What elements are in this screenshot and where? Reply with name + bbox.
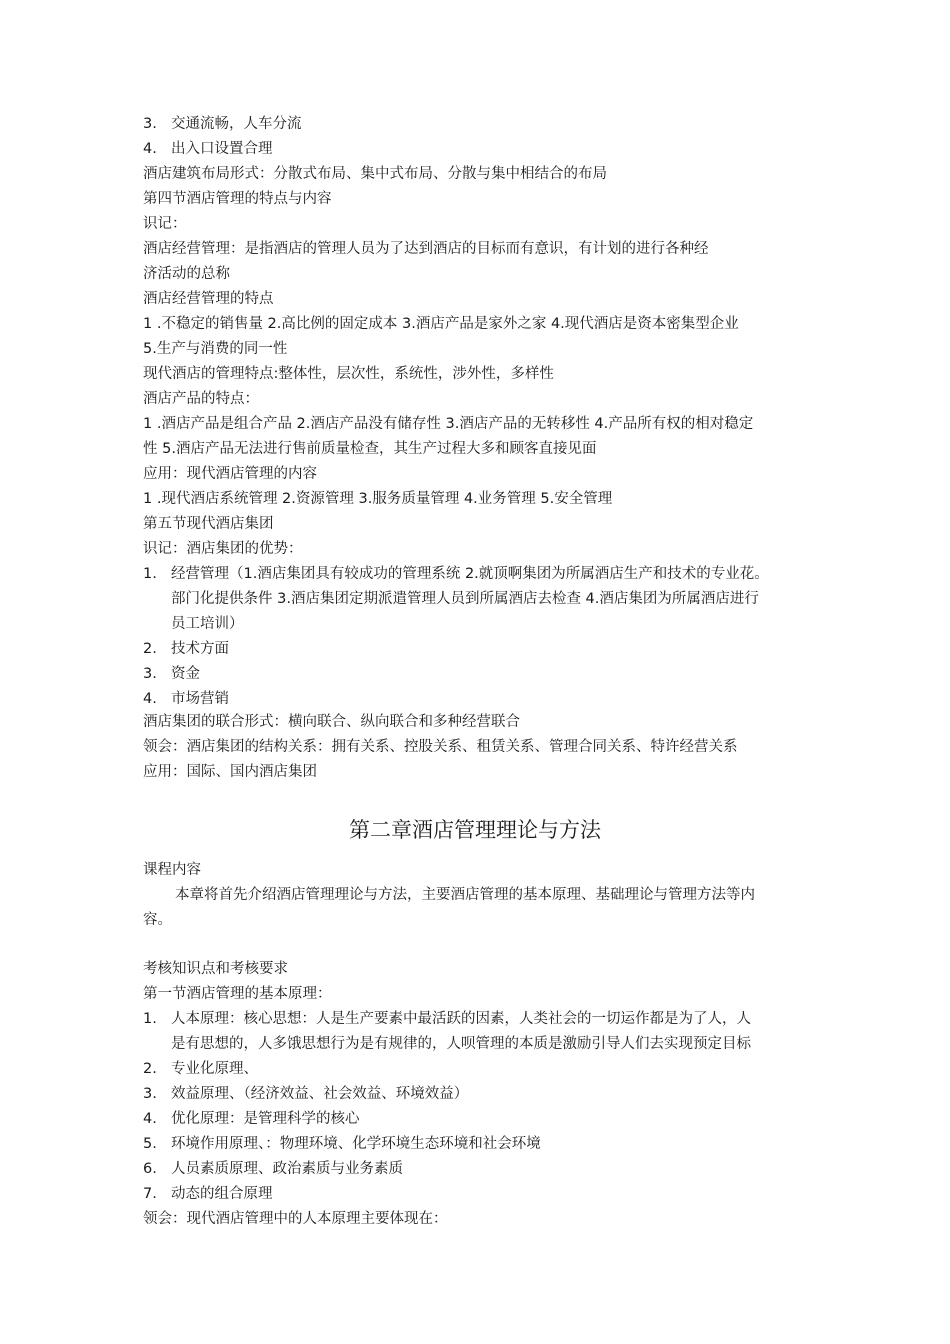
paragraph-structure: 领会：酒店集团的结构关系：拥有关系、控股关系、租赁关系、管理合同关系、特许经营关系 — [143, 739, 738, 755]
list-item: 交通流畅，人车分流 — [171, 116, 302, 132]
paragraph-product: 1 .酒店产品是组合产品 2.酒店产品没有储存性 3.酒店产品的无转移性 4.产品所有权的相对稳定 — [143, 416, 754, 432]
subheading-course-content: 课程内容 — [143, 862, 201, 878]
subheading-exam: 考核知识点和考核要求 — [143, 961, 288, 977]
list-number: 6. — [143, 1161, 157, 1177]
list-number: 2. — [143, 1061, 157, 1077]
paragraph-closing: 领会：现代酒店管理中的人本原理主要体现在： — [143, 1211, 448, 1227]
list-item: 技术方面 — [171, 641, 229, 657]
list-item: 资金 — [171, 666, 200, 682]
list-item: 人本原理：核心思想：人是生产要素中最活跃的因素，人类社会的一切运作都是为了人，人 — [171, 1011, 751, 1027]
list-item-cont: 员工培训） — [171, 616, 244, 632]
paragraph-product-cont: 性 5.酒店产品无法进行售前质量检查，其生产过程大多和顾客直接见面 — [143, 441, 597, 457]
section-heading: 第一节酒店管理的基本原理： — [143, 986, 332, 1002]
label-identify: 识记： — [143, 216, 187, 232]
list-number: 3. — [143, 666, 157, 682]
paragraph-intro: 本章将首先介绍酒店管理理论与方法，主要酒店管理的基本原理、基础理论与管理方法等内 — [175, 887, 755, 903]
list-number: 1. — [143, 1011, 157, 1027]
list-number: 2. — [143, 641, 157, 657]
list-item: 优化原理：是管理科学的核心 — [171, 1111, 360, 1127]
list-number: 1. — [143, 566, 157, 582]
chapter-title: 第二章酒店管理理论与方法 — [349, 818, 601, 842]
list-item: 效益原理、（经济效益、社会效益、环境效益） — [171, 1086, 469, 1102]
list-item: 环境作用原理、：物理环境、化学环境生态环境和社会环境 — [171, 1136, 541, 1152]
paragraph-layout-forms: 酒店建筑布局形式：分散式布局、集中式布局、分散与集中相结合的布局 — [143, 166, 607, 182]
list-number: 5. — [143, 1136, 157, 1152]
paragraph-definition-cont: 济活动的总称 — [143, 266, 230, 282]
list-number: 4. — [143, 691, 157, 707]
list-item: 专业化原理、 — [171, 1061, 258, 1077]
list-item: 经营管理（1.酒店集团具有较成功的管理系统 2.就顶啊集团为所属酒店生产和技术的专业花。 — [171, 566, 769, 582]
list-item-cont: 部门化提供条件 3.酒店集团定期派遣管理人员到所属酒店去检查 4.酒店集团为所属酒店进行 — [171, 591, 759, 607]
section-heading: 第四节酒店管理的特点与内容 — [143, 191, 332, 207]
paragraph-features: 1 .不稳定的销售量 2.高比例的固定成本 3.酒店产品是家外之家 4.现代酒店是资本密集型企业 — [143, 316, 739, 332]
list-item: 出入口设置合理 — [171, 141, 273, 157]
list-number: 3. — [143, 1086, 157, 1102]
paragraph-definition: 酒店经营管理：是指酒店的管理人员为了达到酒店的目标而有意识，有计划的进行各种经 — [143, 241, 709, 257]
subheading-product: 酒店产品的特点： — [143, 391, 259, 407]
subheading-group-advantages: 识记：酒店集团的优势： — [143, 541, 303, 557]
list-item: 动态的组合原理 — [171, 1186, 273, 1202]
list-number: 4. — [143, 1111, 157, 1127]
list-item: 人员素质原理、政治素质与业务素质 — [171, 1161, 403, 1177]
list-number: 4. — [143, 141, 157, 157]
list-item-cont: 是有思想的，人多饿思想行为是有规律的，人呗管理的本质是激励引导人们去实现预定目标 — [171, 1036, 751, 1052]
paragraph-union-forms: 酒店集团的联合形式：横向联合、纵向联合和多种经营联合 — [143, 714, 520, 730]
subheading-features: 酒店经营管理的特点 — [143, 291, 274, 307]
section-heading: 第五节现代酒店集团 — [143, 516, 274, 532]
paragraph-intro-cont: 容。 — [143, 912, 172, 928]
list-item: 市场营销 — [171, 691, 229, 707]
paragraph-content: 1 .现代酒店系统管理 2.资源管理 3.服务质量管理 4.业务管理 5.安全管理 — [143, 491, 613, 507]
list-number: 3. — [143, 116, 157, 132]
subheading-apply: 应用：现代酒店管理的内容 — [143, 466, 317, 482]
paragraph-modern-features: 现代酒店的管理特点:整体性，层次性，系统性，涉外性，多样性 — [143, 366, 554, 382]
list-number: 7. — [143, 1186, 157, 1202]
paragraph-apply-groups: 应用：国际、国内酒店集团 — [143, 764, 317, 780]
paragraph-features-cont: 5.生产与消费的同一性 — [143, 341, 288, 357]
